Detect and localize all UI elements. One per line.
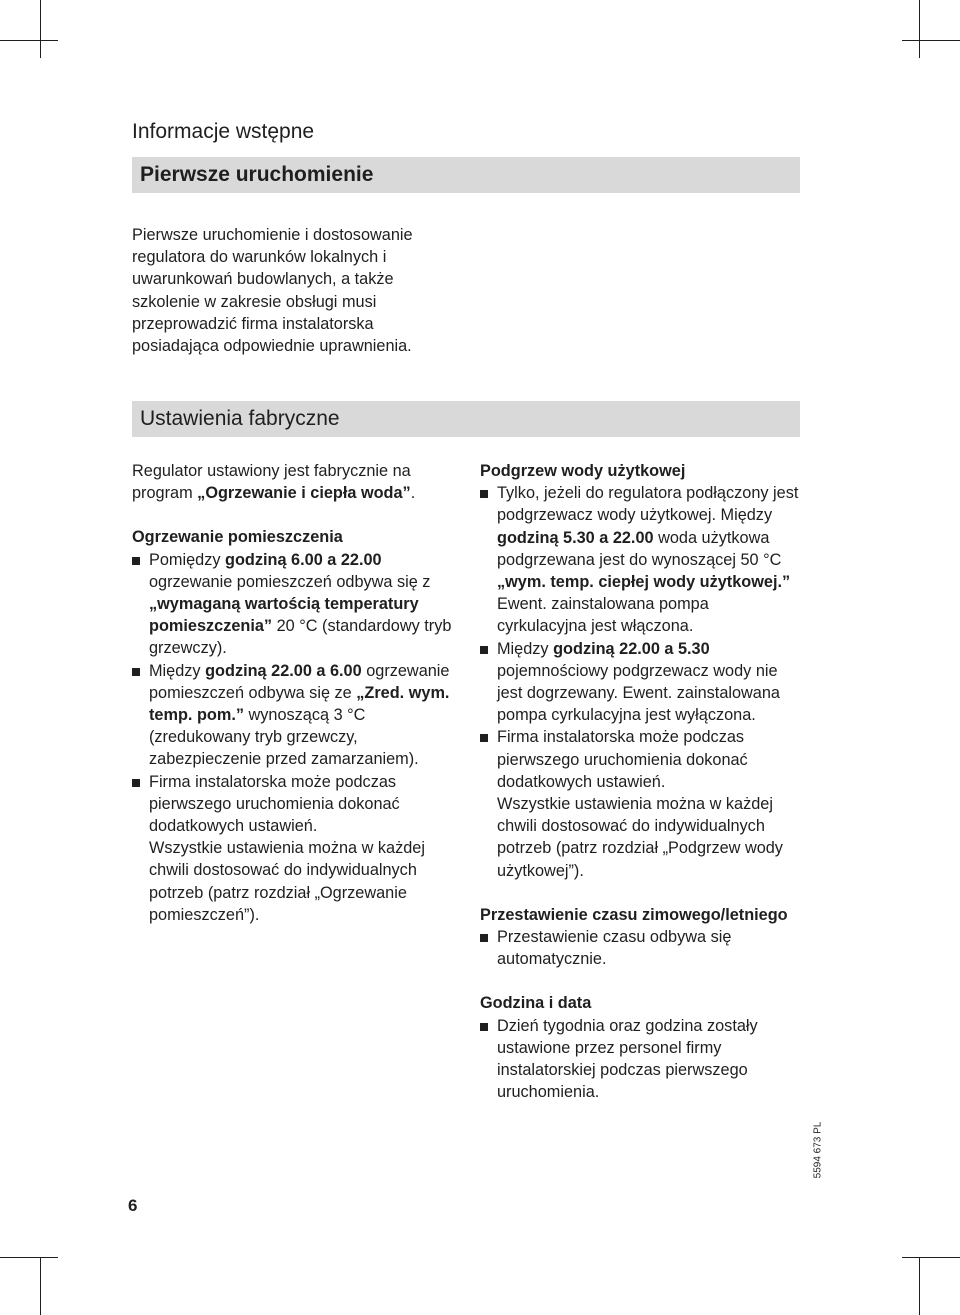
item-text: Wszystkie ustawienia można w każdej chwili dostosować do indywidualnych potrzeb (patrz rozdział „Ogrzewanie pomieszczeń”).	[149, 839, 425, 924]
crop-mark	[902, 40, 960, 41]
item-text: wynoszącą 3 °C (zredukowany tryb grzewczy, zabezpieczenie przed zamarzaniem).	[149, 706, 419, 769]
item-text: Firma instalatorska może podczas pierwszego uruchomienia dokonać dodatkowych ustawień.	[149, 772, 400, 836]
dst-heading: Przestawienie czasu zimowego/letniego	[480, 905, 788, 924]
datetime-list	[480, 1015, 802, 1104]
list-item	[132, 549, 454, 660]
bullet-icon	[480, 1023, 488, 1031]
page-number: 6	[128, 1196, 138, 1215]
first-startup-text: Pierwsze uruchomienie i dostosowanie regulatora do warunków lokalnych i uwarunkowań budowlanych, a także szkolenie w zakresie obsługi musi przeprowadzić firma instalatorska posiadająca odpowiednie uprawnienia.	[132, 226, 413, 356]
item-text: ogrzewanie pomieszczeń odbywa się z	[149, 572, 431, 591]
first-startup-section	[132, 224, 462, 357]
item-text: Pomiędzy	[149, 550, 221, 569]
item-time-range: godziną 5.30 a 22.00	[497, 528, 654, 547]
item-text: Firma instalatorska może podczas pierwszego uruchomienia dokonać dodatkowych ustawień.	[497, 728, 748, 791]
crop-mark	[40, 1257, 41, 1315]
first-startup-heading: Pierwsze uruchomienie	[132, 157, 800, 193]
bullet-icon	[132, 668, 140, 676]
item-text: ogrzewanie pomieszczeń odbywa się ze	[149, 661, 450, 702]
datetime-heading: Godzina i data	[480, 994, 592, 1013]
factory-intro: Regulator ustawiony jest fabrycznie na program „Ogrzewanie i ciepła woda”.	[132, 462, 416, 503]
item-text: Między	[497, 639, 549, 658]
list-item	[480, 926, 802, 970]
bullet-icon	[480, 490, 488, 498]
list-item	[480, 482, 802, 637]
section-title: Informacje wstępne	[132, 120, 315, 143]
item-text: pojemnościowy podgrzewacz wody nie jest dogrzewany. Ewent. zainstalowana pompa cyrkulacyjna jest wyłączona.	[497, 661, 780, 725]
crop-mark	[919, 0, 920, 58]
item-text: Wszystkie ustawienia można w każdej chwili dostosować do indywidualnych potrzeb (patrz rozdział „Podgrzew wody użytkowej”).	[497, 795, 783, 880]
bullet-icon	[480, 934, 488, 942]
list-item	[480, 1015, 802, 1104]
right-column	[480, 460, 802, 1103]
dst-list	[480, 926, 802, 970]
factory-intro-text: Regulator ustawiony jest fabrycznie na program	[132, 462, 411, 503]
item-time-range: godziną 22.00 a 5.30	[553, 639, 710, 658]
crop-mark	[0, 1257, 58, 1258]
factory-program-name: „Ogrzewanie i ciepła woda”	[197, 484, 411, 503]
item-setting-name: „wym. temp. ciepłej wody użytkowej.”	[497, 573, 791, 592]
dhw-list	[480, 482, 802, 882]
list-item	[132, 771, 454, 926]
item-text: Przestawienie czasu odbywa się automatycznie.	[497, 928, 732, 969]
bullet-icon	[480, 646, 488, 654]
list-item	[132, 660, 454, 771]
crop-mark	[0, 40, 58, 41]
item-text: Tylko, jeżeli do regulatora podłączony jest podgrzewacz wody użytkowej. Między	[497, 484, 799, 525]
crop-mark	[902, 1257, 960, 1258]
document-code: 5594 673 PL	[812, 1121, 824, 1179]
list-item	[480, 726, 802, 881]
bullet-icon	[132, 779, 140, 787]
item-text: 20 °C (standardowy tryb grzewczy).	[149, 617, 452, 658]
crop-mark	[919, 1257, 920, 1315]
item-time-range: godziną 22.00 a 6.00	[205, 661, 362, 680]
dhw-heading: Podgrzew wody użytkowej	[480, 462, 686, 480]
item-time-range: godziną 6.00 a 22.00	[225, 550, 382, 569]
factory-settings-heading: Ustawienia fabryczne	[132, 401, 800, 437]
room-heating-heading: Ogrzewanie pomieszczenia	[132, 528, 343, 547]
crop-mark	[40, 0, 41, 58]
bullet-icon	[132, 557, 140, 565]
item-text: Ewent. zainstalowana pompa cyrkulacyjna jest włączona.	[497, 595, 709, 636]
item-text: woda użytkowa podgrzewana jest do wynoszącej 50 °C	[497, 528, 782, 569]
item-setting-name: „Zred. wym. temp. pom.”	[149, 683, 450, 725]
room-heating-list	[132, 549, 454, 926]
bullet-icon	[480, 734, 488, 742]
item-setting-name: „wymaganą wartością temperatury pomieszczenia”	[149, 595, 419, 636]
item-text: Między	[149, 661, 201, 680]
list-item	[480, 638, 802, 727]
left-column	[132, 460, 454, 926]
item-text: Dzień tygodnia oraz godzina zostały ustawione przez personel firmy instalatorskiej podczas pierwszego uruchomienia.	[497, 1016, 758, 1102]
